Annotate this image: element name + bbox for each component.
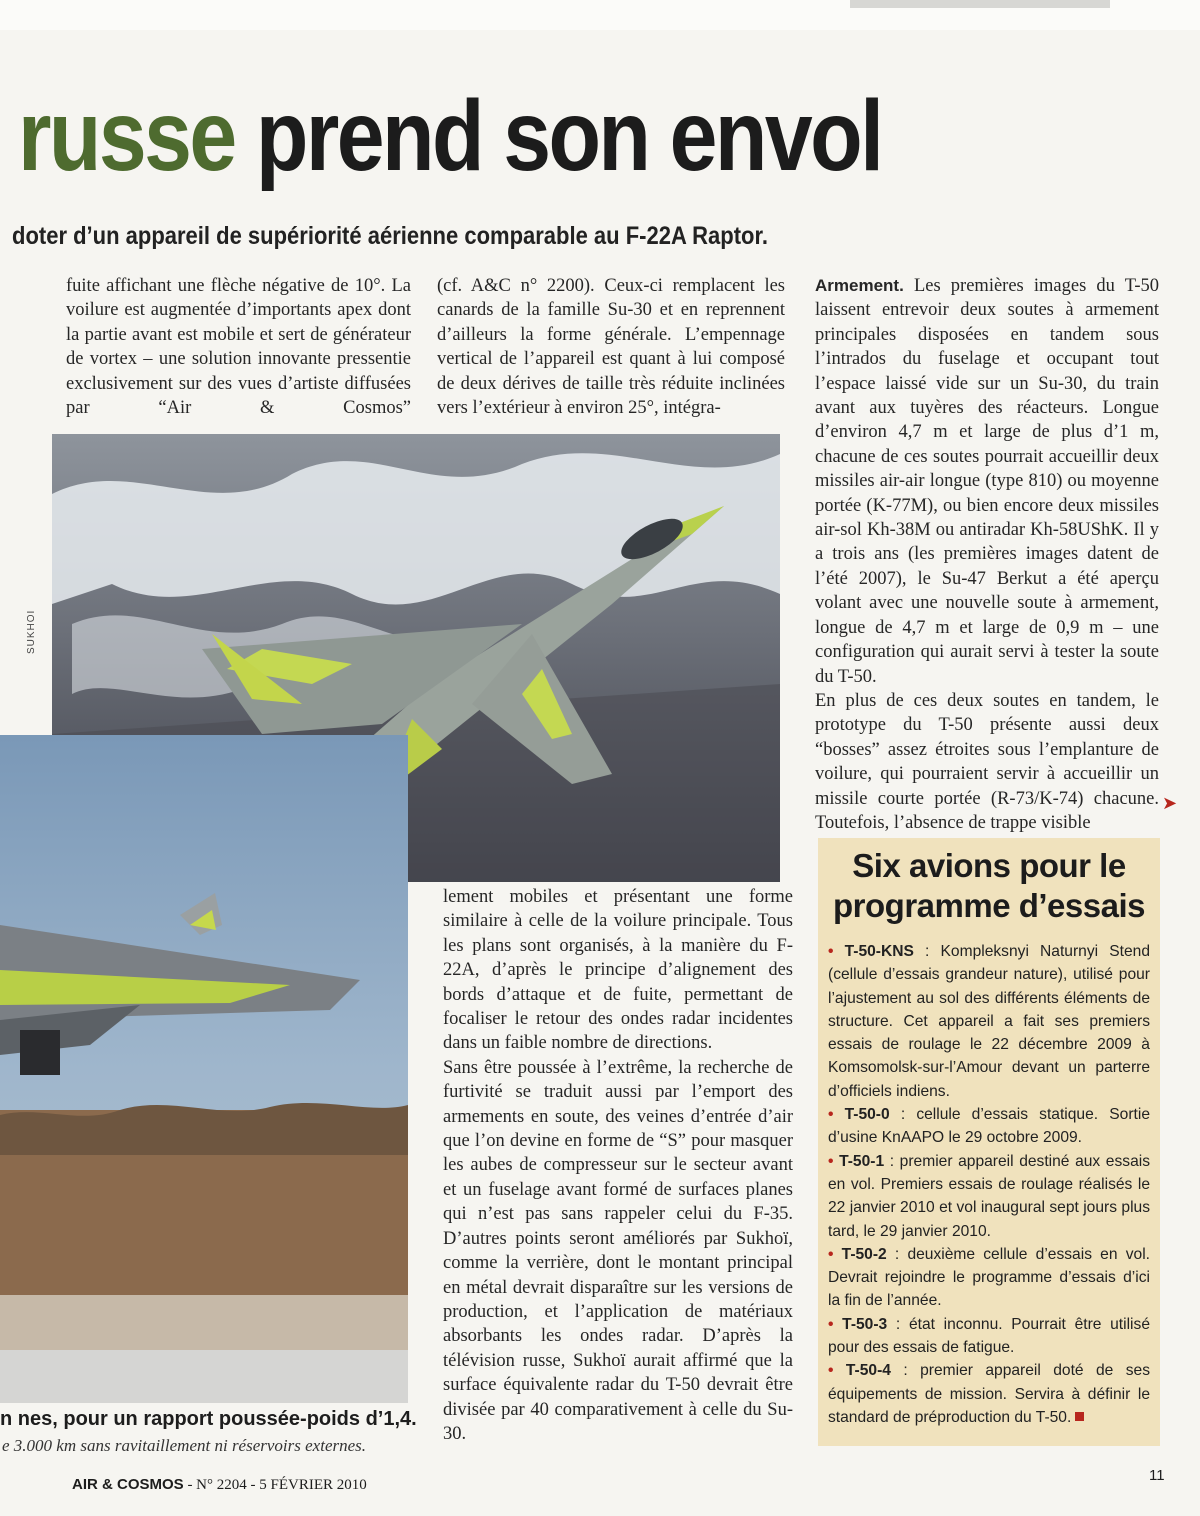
- sidebar-item-t50-kns: [828, 940, 1150, 1103]
- bullet-icon: •: [828, 1106, 845, 1124]
- article-deck: doter d’un appareil de supériorité aérienne comparable au F-22A Raptor.: [12, 222, 768, 250]
- sidebar-item-text: : deuxième cellule d’essais en vol. Devrait rejoindre le programme d’essais d’ici la fin de l’année.: [828, 1245, 1150, 1310]
- photo-credit: SUKHOI: [26, 609, 37, 654]
- sidebar-item-code: T-50-2: [841, 1245, 887, 1263]
- bullet-icon: •: [828, 1315, 843, 1333]
- sidebar-item-t50-0: [828, 1103, 1150, 1150]
- armement-lead-in: Armement.: [815, 276, 904, 295]
- footer-issue: - N° 2204 - 5 FÉVRIER 2010: [183, 1477, 367, 1493]
- sidebar-item-text: : Kompleksnyi Naturnyi Stend (cellule d’essais grandeur nature), utilisé pour l’ajustement au sol des différents éléments de structure. Cet appareil a fait ses premiers essais de roulage le 22 décembre 2009 à Komsomolsk-sur-l’Amour devant un parterre d’officiels indiens.: [828, 943, 1150, 1100]
- sidebar-item-t50-2: [828, 1243, 1150, 1313]
- sidebar-item-text: : premier appareil doté de ses équipements de mission. Servira à définir le standard de préproduction du T-50.: [828, 1362, 1150, 1426]
- bullet-icon: •: [828, 1245, 842, 1263]
- column-2-bottom: [443, 885, 793, 1446]
- sidebar-item-code: T-50-1: [839, 1152, 885, 1170]
- sidebar-item-text: : premier appareil destiné aux essais en vol. Premiers essais de roulage réalisés le 22 janvier 2010 et vol inaugural sept jours plus tard, le 29 janvier 2010.: [828, 1152, 1151, 1240]
- column-3-paragraph-1: [815, 274, 1159, 689]
- column-3: [815, 274, 1159, 835]
- sidebar-box: [818, 838, 1160, 1446]
- t50-takeoff-photo: [0, 735, 408, 1403]
- sidebar-item-text: : état inconnu. Pourrait être utilisé pour des essais de fatigue.: [828, 1315, 1150, 1357]
- sidebar-item-t50-1: [828, 1150, 1150, 1243]
- column-1-top-text: fuite affichant une flèche négative de 10°. La voilure est augmentée d’importants apex dont la partie avant est mobile et sert de générateur de vortex – une solution innovante pressentie exclusivement sur des vues d’artiste diffusées par “Air & Cosmos”: [66, 276, 411, 419]
- column-2-paragraph-2: Sans être poussée à l’extrême, la recherche de furtivité se traduit aussi par l’emport des armements en soute, des veines d’entrée d’air que l’on devine en forme de “S” pour masquer les aubes de compresseur sur le secteur avant et un fuselage avant formé de surfaces planes qui n’est pas sans rappeler celui du F-35. D’autres points seront améliorés par Sukhoï, comme la verrière, dont le montant principal en métal devrait disparaître sur les versions de production, et l’application de matériaux absorbants les ondes radar. D’après la télévision russe, Sukhoï aurait affirmé que la surface équivalente radar du T-50 devrait être divisée par 40 comparativement à celle du Su-30.: [443, 1057, 793, 1444]
- bullet-icon: •: [828, 1152, 840, 1170]
- caption-line-2: e 3.000 km sans ravitaillement ni réservoirs externes.: [2, 1436, 367, 1455]
- caption-line-1: n nes, pour un rapport poussée-poids d’1,4.: [0, 1408, 417, 1430]
- sidebar-item-code: T-50-0: [844, 1106, 890, 1124]
- sidebar-item-code: T-50-3: [842, 1315, 888, 1333]
- sidebar-title: Six avions pour le programme d’essais: [833, 847, 1145, 924]
- sidebar-item-code: T-50-KNS: [844, 943, 914, 960]
- footer-publication: [72, 1476, 367, 1494]
- column-2-top: [437, 274, 785, 420]
- footer-brand: AIR & COSMOS: [72, 1476, 184, 1493]
- continue-arrow-icon: ➤: [1162, 793, 1178, 813]
- bullet-icon: •: [828, 943, 845, 960]
- headline-rest: prend son envol: [234, 80, 882, 192]
- sidebar-item-code: T-50-4: [845, 1362, 891, 1380]
- top-print-smudge: [850, 0, 1110, 8]
- sidebar-item-t50-4: [828, 1359, 1150, 1429]
- sidebar-list: [828, 940, 1150, 1429]
- column-3-paragraph-2: En plus de ces deux soutes en tandem, le prototype du T-50 présente aussi deux “bosses” assez étroites sous l’emplanture de voilure, qui pourraient servir à accueillir un missile courte portée (R-73/K-74) chacune. Toutefois, l’absence de trappe visible: [815, 690, 1159, 833]
- page-number: 11: [1149, 1467, 1165, 1484]
- headline: [18, 80, 882, 192]
- column-2-paragraph-1: lement mobiles et présentant une forme similaire à celle de la voilure principale. Tous les plans sont organisés, à la manière du F-22A, d’après le principe d’alignement des bords d’attaque et de fuite, permettant de focaliser le retour des ondes radar incidentes dans un faible nombre de directions.: [443, 887, 793, 1054]
- headline-green-word: russe: [18, 80, 235, 192]
- bullet-icon: •: [828, 1362, 846, 1380]
- column-2-top-text: (cf. A&C n° 2200). Ceux-ci remplacent les canards de la famille Su-30 et en reprennent d’ailleurs la forme générale. L’empennage vertical de l’appareil est quant à lui composé de deux dérives de taille très réduite inclinées vers l’extérieur à environ 25°, intégra-: [437, 276, 785, 419]
- column-1-top: [66, 274, 411, 420]
- sidebar-item-t50-3: [828, 1313, 1150, 1360]
- t50-takeoff-photo-art: [0, 735, 408, 1403]
- end-mark-icon: [1075, 1412, 1084, 1421]
- column-3-paragraph-1-text: Les premières images du T-50 laissent entrevoir deux soutes à armement principales disposées en tandem sous l’intrados du fuselage et occupant tout l’espace laissé vide sur un Su-30, du train avant aux tuyères des réacteurs. Longue d’environ 4,7 m et large de plus d’1 m, chacune de ces soutes pourrait accueillir deux missiles air-air longue (type 810) ou moyenne portée (K-77M), ou bien encore deux missiles air-sol Kh-38M ou antiradar Kh-58UShK. Il y a trois ans (les premières images datent de l’été 2007), le Su-47 Berkut a été aperçu volant avec une nouvelle soute à armement, longue de 4,7 m et large de 0,9 m – une configuration qui aurait servi à tester la soute du T-50.: [815, 276, 1159, 687]
- sidebar-item-text: : cellule d’essais statique. Sortie d’usine KnAAPO le 29 octobre 2009.: [828, 1106, 1150, 1147]
